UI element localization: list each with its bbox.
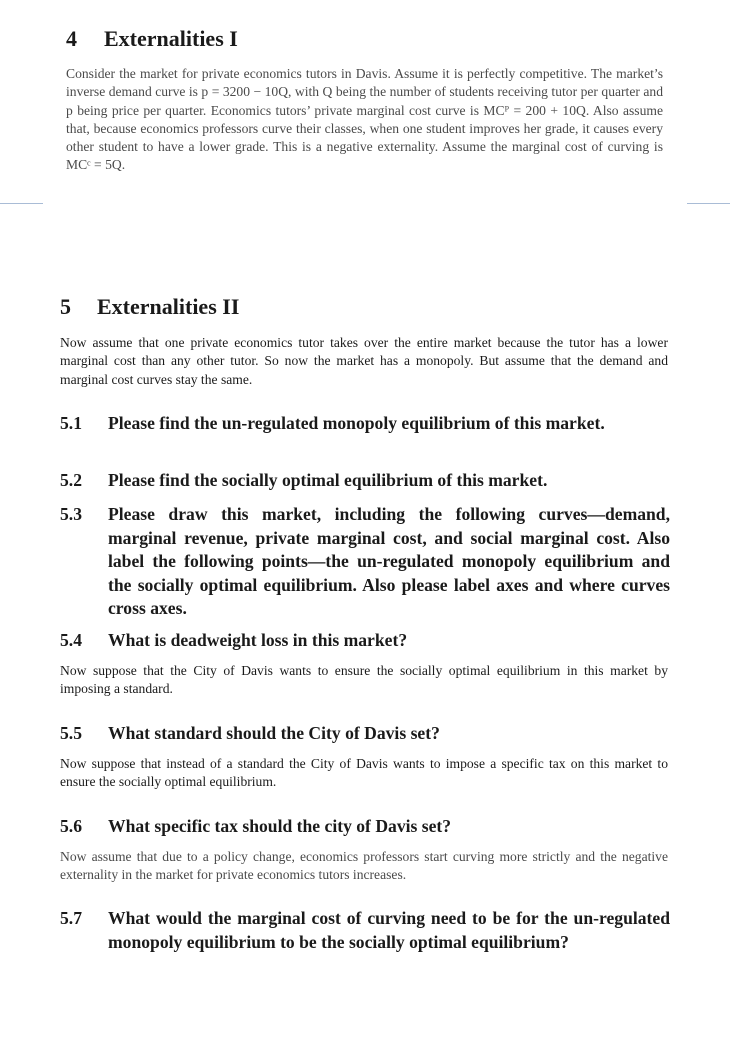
section-5-intro: Now assume that one private economics tutor takes over the entire market because the tutor has a lower marginal cost than any other tutor. So now the market has a monopoly. But assume that the demand and marginal cost curves stay the same. [60,335,668,387]
subsection-5-6 [60,815,670,839]
subsection-number: 5.3 [60,504,82,524]
page-break-rule-right [687,203,730,204]
subsection-5-1 [60,412,670,436]
subsection-number: 5.4 [60,630,82,650]
subsection-number: 5.1 [60,413,82,433]
subsection-number: 5.6 [60,816,82,836]
section-4-title: Externalities I [104,26,238,51]
subsection-5-2 [60,469,670,493]
subsection-5-7 [60,907,670,954]
section-5-title: Externalities II [97,294,240,319]
paragraph-policy-change: Now assume that due to a policy change, economics professors start curving more strictly and the negative externality in the market for private economics tutors increases. [60,849,668,883]
subsection-5-5 [60,722,670,746]
subsection-number: 5.7 [60,908,82,928]
section-5-number: 5 [60,294,71,319]
subsection-title: What is deadweight loss in this market? [108,630,408,650]
subsection-5-4 [60,629,670,653]
subsection-title: Please find the socially optimal equilibrium of this market. [108,470,548,490]
subsection-title: What would the marginal cost of curving need to be for the un-regulated monopoly equilibrium to be the socially optimal equilibrium? [108,908,670,952]
subsection-number: 5.5 [60,723,82,743]
subsection-title: Please draw this market, including the following curves—demand, marginal revenue, private marginal cost, and social marginal cost. Also label the following points—the un-regulated monopoly equilibrium and the socially optimal equilibrium. Also please label axes and where curves cross axes. [108,504,670,618]
subsection-5-3 [60,503,670,621]
section-5-heading [60,294,239,320]
subsection-title: Please find the un-regulated monopoly equilibrium of this market. [108,413,605,433]
paragraph-tax: Now suppose that instead of a standard the City of Davis wants to impose a specific tax on this market to ensure the socially optimal equilibrium. [60,756,668,790]
page-break-rule-left [0,203,43,204]
subsection-title: What standard should the City of Davis set? [108,723,440,743]
subsection-title: What specific tax should the city of Davis set? [108,816,452,836]
subsection-number: 5.2 [60,470,82,490]
paragraph-standard: Now suppose that the City of Davis wants to ensure the socially optimal equilibrium in this market by imposing a standard. [60,663,668,697]
section-4-heading [66,26,238,52]
section-4-paragraph: Consider the market for private economics tutors in Davis. Assume it is perfectly competitive. The market’s inverse demand curve is p = 3200 − 10Q, with Q being the number of students receiving tutor per quarter and p being price per quarter. Economics tutors’ private marginal cost curve is MCᴾ = 200 + 10Q. Also assume that, because economics professors curve their classes, when one student improves her grade, it causes every other student to have a lower grade. This is a negative externality. Assume the marginal cost of curving is MCᶜ = 5Q. [66,66,663,173]
section-4-number: 4 [66,26,77,51]
